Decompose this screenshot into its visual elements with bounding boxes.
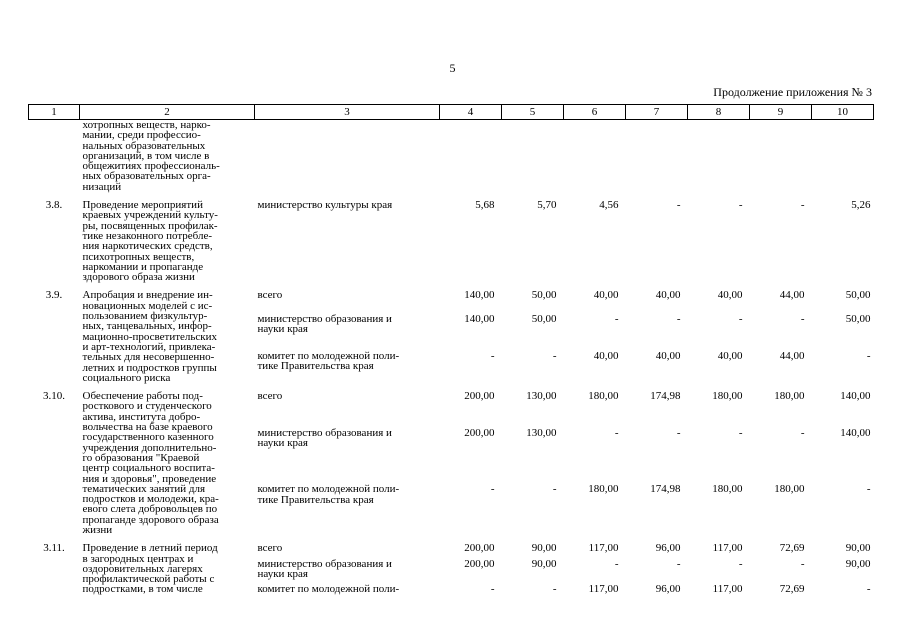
value-cell-col-10: 50,00	[845, 289, 871, 302]
value-cell-col-4: 200,00	[464, 390, 495, 403]
value-cell-col-6: -	[614, 312, 619, 325]
value-cell-col-10: 5,26	[851, 199, 871, 212]
value-cell-col-5: 50,00	[531, 289, 557, 302]
value-cell-col-8: -	[738, 427, 743, 440]
table-body	[29, 120, 874, 595]
value-cell-col-7: -	[676, 427, 681, 440]
empty-cell	[688, 120, 750, 193]
column-header-5: 5	[502, 105, 564, 120]
value-cell-col-9: 44,00	[779, 289, 805, 302]
value-cell-col-6: 117,00	[588, 542, 619, 555]
value-cell-col-9: 44,00	[779, 350, 805, 363]
column-header-2: 2	[80, 105, 255, 120]
value-cell-col-7: 174,98	[650, 483, 681, 496]
value-cell-col-5: 130,00	[526, 390, 557, 403]
value-cell-col-6: -	[614, 557, 619, 570]
page-number: 5	[449, 61, 456, 75]
value-cell-col-9: 72,69	[779, 583, 805, 596]
value-cell-col-4: -	[490, 350, 495, 363]
executor-cell: всего	[257, 542, 283, 555]
executor-cell: всего	[257, 390, 283, 403]
row-number: 3.9.	[45, 289, 63, 302]
executor-cell: всего	[257, 289, 283, 302]
value-cell-col-10: -	[866, 483, 871, 496]
value-cell-col-7: -	[676, 557, 681, 570]
value-cell-col-5: 50,00	[531, 312, 557, 325]
empty-cell	[750, 120, 812, 193]
table-row	[29, 120, 874, 193]
row-number	[29, 120, 80, 193]
column-header-8: 8	[688, 105, 750, 120]
row-description: Проведение мероприятий краевых учреждений культу- ры, посвященных профилак- тике незаконного потребле- ния наркотических средств, психотропных веществ, наркомании и пропаганде здорового образа жизни	[82, 199, 218, 284]
value-cell-col-6: 117,00	[588, 583, 619, 596]
column-header-4: 4	[440, 105, 502, 120]
value-cell-col-10: 50,00	[845, 312, 871, 325]
value-cell-col-6: 40,00	[593, 350, 619, 363]
value-cell-col-8: 117,00	[712, 583, 743, 596]
value-cell-col-5: 90,00	[531, 557, 557, 570]
executor-cell: министерство образования и науки края	[257, 312, 392, 336]
value-cell-col-4: -	[490, 583, 495, 596]
empty-cell	[502, 120, 564, 193]
row-number: 3.11.	[43, 542, 65, 555]
value-cell-col-8: 180,00	[712, 483, 743, 496]
empty-cell	[626, 120, 688, 193]
value-cell-col-8: -	[738, 312, 743, 325]
value-cell-col-6: -	[614, 427, 619, 440]
value-cell-col-4: 200,00	[464, 427, 495, 440]
executor-cell: комитет по молодежной поли-	[257, 583, 400, 596]
value-cell-col-10: 90,00	[845, 557, 871, 570]
value-cell-col-6: 180,00	[588, 390, 619, 403]
empty-cell	[255, 120, 440, 193]
value-cell-col-6: 40,00	[593, 289, 619, 302]
value-cell-col-7: 96,00	[655, 542, 681, 555]
value-cell-col-4: 140,00	[464, 312, 495, 325]
value-cell-col-9: 180,00	[774, 390, 805, 403]
value-cell-col-9: -	[800, 557, 805, 570]
value-cell-col-5: 130,00	[526, 427, 557, 440]
header-row	[29, 105, 874, 120]
value-cell-col-7: 174,98	[650, 390, 681, 403]
value-cell-col-4: 200,00	[464, 557, 495, 570]
continuation-label: Продолжение приложения № 3	[713, 85, 872, 99]
row-description: хотропных веществ, нарко- мании, среди профессио- нальных образовательных организаций, в том числе в общежитиях профессиональ- ных образовательных орга- низаций	[82, 119, 220, 193]
appendix-table	[28, 104, 874, 595]
value-cell-col-5: -	[552, 583, 557, 596]
value-cell-col-4: 140,00	[464, 289, 495, 302]
value-cell-col-6: 180,00	[588, 483, 619, 496]
table-row	[29, 383, 874, 423]
value-cell-col-4: -	[490, 483, 495, 496]
value-cell-col-6: 4,56	[599, 199, 619, 212]
value-cell-col-10: 140,00	[840, 390, 871, 403]
empty-cell	[440, 120, 502, 193]
column-header-7: 7	[626, 105, 688, 120]
table-row	[29, 192, 874, 282]
column-header-3: 3	[255, 105, 440, 120]
value-cell-col-7: 40,00	[655, 289, 681, 302]
value-cell-col-7: 40,00	[655, 350, 681, 363]
executor-cell: министерство культуры края	[257, 199, 393, 212]
value-cell-col-7: -	[676, 312, 681, 325]
value-cell-col-10: -	[866, 350, 871, 363]
value-cell-col-8: 117,00	[712, 542, 743, 555]
empty-cell	[564, 120, 626, 193]
value-cell-col-10: -	[866, 583, 871, 596]
value-cell-col-7: -	[676, 199, 681, 212]
row-description: Апробация и внедрение ин- новационных моделей с ис- пользованием физкультур- ных, танцевальных, инфор- мационно-просветительских и арт-технологий, привлека- тельных для несовершенно- летних и подростков группы социального риска	[82, 289, 218, 384]
value-cell-col-5: -	[552, 350, 557, 363]
value-cell-col-8: -	[738, 557, 743, 570]
executor-cell: комитет по молодежной поли- тике Правительства края	[257, 350, 400, 373]
row-number: 3.10.	[43, 390, 65, 403]
value-cell-col-9: 72,69	[779, 542, 805, 555]
row-description: Обеспечение работы под- росткового и студенческого актива, института добро- вольчества на базе краевого государственного казенного учреждения дополнительно- го образования "Краевой центр социального воспита- ния и здоровья", проведение тематических занятий для подростков и молодежи, кра- евого слета добровольцев по пропаганде здорового образа жизни	[82, 390, 219, 536]
value-cell-col-5: 5,70	[537, 199, 557, 212]
value-cell-col-8: 40,00	[717, 350, 743, 363]
value-cell-col-5: 90,00	[531, 542, 557, 555]
value-cell-col-9: -	[800, 312, 805, 325]
row-description: Проведение в летний период в загородных центрах и оздоровительных лагерях профилактической работы с подростками, в том числе	[82, 542, 218, 596]
value-cell-col-4: 5,68	[475, 199, 495, 212]
value-cell-col-10: 90,00	[845, 542, 871, 555]
table-row	[29, 282, 874, 309]
value-cell-col-4: 200,00	[464, 542, 495, 555]
value-cell-col-10: 140,00	[840, 427, 871, 440]
executor-cell: министерство образования и науки края	[257, 427, 392, 450]
value-cell-col-8: 180,00	[712, 390, 743, 403]
executor-cell: министерство образования и науки края	[257, 557, 392, 580]
column-header-10: 10	[812, 105, 874, 120]
value-cell-col-5: -	[552, 483, 557, 496]
value-cell-col-8: -	[738, 199, 743, 212]
value-cell-col-9: -	[800, 199, 805, 212]
executor-cell: комитет по молодежной поли- тике Правительства края	[257, 483, 400, 506]
column-header-1: 1	[29, 105, 80, 120]
column-header-9: 9	[750, 105, 812, 120]
value-cell-col-9: -	[800, 427, 805, 440]
column-header-6: 6	[564, 105, 626, 120]
table-row	[29, 535, 874, 553]
row-number: 3.8.	[45, 199, 63, 212]
empty-cell	[812, 120, 874, 193]
value-cell-col-8: 40,00	[717, 289, 743, 302]
value-cell-col-9: 180,00	[774, 483, 805, 496]
value-cell-col-7: 96,00	[655, 583, 681, 596]
